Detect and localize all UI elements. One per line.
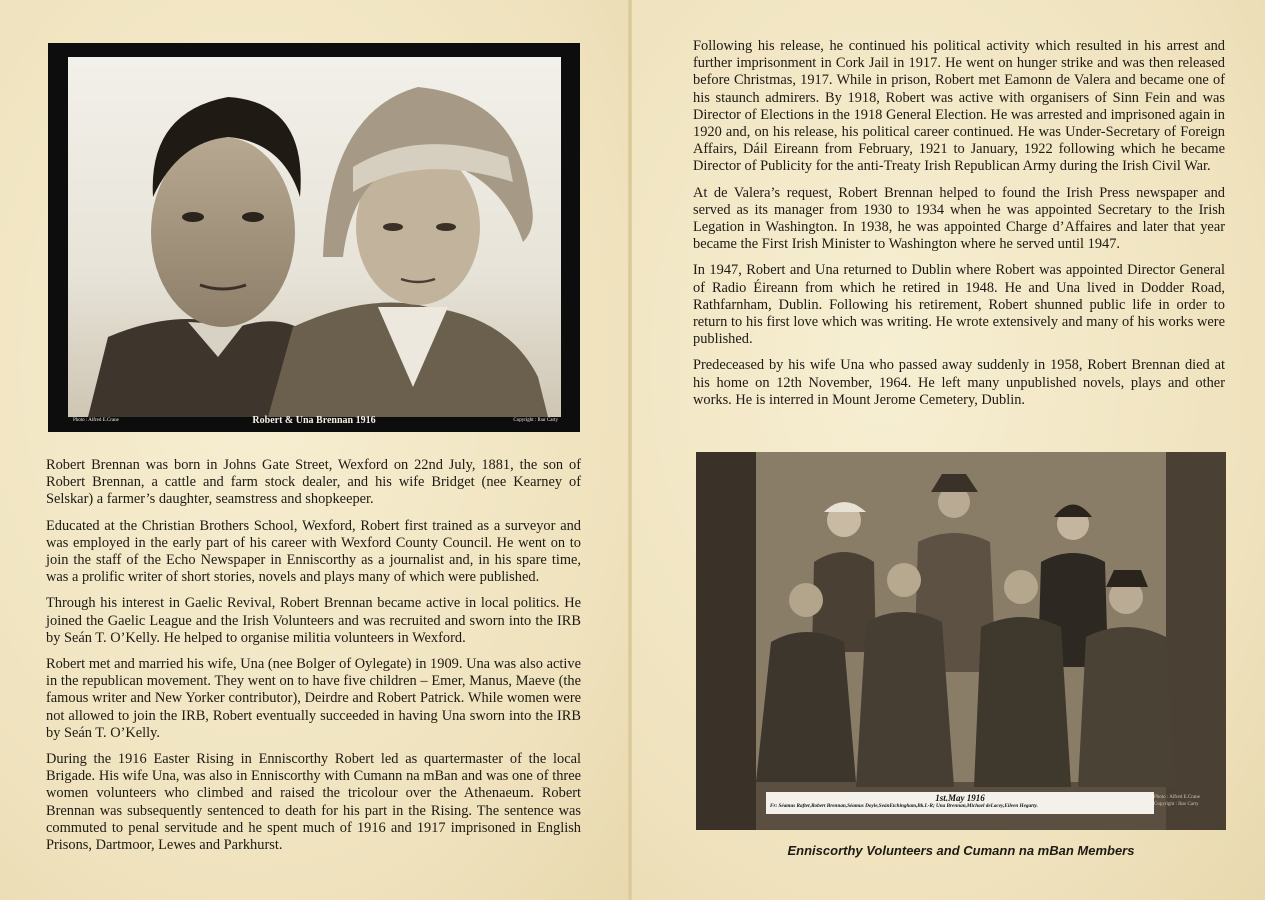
portrait-photo <box>68 57 561 417</box>
group-photo <box>696 452 1226 830</box>
group-photo-credits <box>1154 794 1220 808</box>
group-caption-box <box>766 792 1154 814</box>
portrait-illustration <box>68 57 561 417</box>
group-photo-names: Fr: Séamus Rafter,Robert Brennan,Séamus Doyle,SeánEtchingham,Bk.L-R; Una Brennan,Michael deLacey,Eileen Hegarty. <box>770 803 1038 809</box>
group-illustration <box>696 452 1226 830</box>
portrait-caption-bar <box>48 415 580 429</box>
portrait-photo-credit: Photo : Alfred E.Crane <box>73 418 119 423</box>
paragraph: At de Valera’s request, Robert Brennan helped to found the Irish Press newspaper and served as its manager from 1930 to 1934 when he was appointed Secretary to the Irish Legation in Washington. In 1938, he was appointed Charge d’Affaires and later that year became the First Irish Minister to Washington where he served until 1947. <box>693 184 1225 253</box>
una-eye-left <box>383 223 403 231</box>
group-photo-date: 1st.May 1916 <box>935 793 985 803</box>
left-column-text <box>46 457 581 863</box>
robert-eye-right <box>242 212 264 222</box>
page-fold <box>628 0 632 900</box>
paragraph: Through his interest in Gaelic Revival, Robert Brennan became active in local politics. He joined the Gaelic League and the Irish Volunteers and was recruited and sworn into the IRB by Seán T. O’Kelly. He helped to organise militia volunteers in Wexford. <box>46 595 581 646</box>
portrait-copyright: Copyright : Ibar Carty <box>513 418 558 423</box>
paragraph: Following his release, he continued his political activity which resulted in his arrest and further imprisonment in Cork Jail in 1917. He went on hunger strike and was then released before Christmas, 1917. While in prison, Robert met Eamonn de Valera and became one of his staunch admirers. By 1918, Robert was active with organisers of Sinn Fein and was Director of Elections in the 1918 General Election. He was arrested and imprisoned again in 1920 and, on his release, his political career continued. He was Under-Secretary of Foreign Affairs, Dáil Eireann from February, 1921 to January, 1922 following which he became Director of Publicity for the anti-Treaty Irish Republican Army during the Irish Civil War. <box>693 38 1225 175</box>
right-column-text <box>693 38 1225 418</box>
group-photo-credit: Photo : Alfred E.Crane <box>1154 795 1200 800</box>
paragraph: Educated at the Christian Brothers School, Wexford, Robert first trained as a surveyor and was employed in the early part of his career with Wexford County Council. He went on to join the staff of the Echo Newspaper in Enniscorthy as a journalist and, in his spare time, was a prolific writer of short stories, novels and plays many of which were published. <box>46 517 581 586</box>
paragraph: Robert Brennan was born in Johns Gate Street, Wexford on 22nd July, 1881, the son of Robert Brennan, a cattle and farm stock dealer, and his wife Bridget (nee Kearney of Selskar) a farmer’s daughter, seamstress and shopkeeper. <box>46 457 581 508</box>
group-photo-copyright: Copyright : Ibar Carty <box>1154 802 1199 807</box>
una-eye-right <box>436 223 456 231</box>
paragraph: In 1947, Robert and Una returned to Dublin where Robert was appointed Director General of Radio Éireann from which he retired in 1948. He and Una lived in Dodder Road, Rathfarnham, Dublin. Following his retirement, Robert shunned public life in order to return to his first love which was writing. He wrote extensively and many of his works were published. <box>693 262 1225 348</box>
portrait-caption: Robert & Una Brennan 1916 <box>252 415 376 426</box>
paragraph: During the 1916 Easter Rising in Enniscorthy Robert led as quartermaster of the local Brigade. His wife Una, was also in Enniscorthy with Cumann na mBan and was one of three women volunteers who climbed and raised the tricolour over the Athenaeum. Robert Brennan was subsequently sentenced to death for his part in the Rising. The sentence was commuted to penal servitude and he spent much of 1916 and 1917 imprisoned in English Prisons, Dartmoor, Lewes and Parkhurst. <box>46 751 581 854</box>
paragraph: Predeceased by his wife Una who passed away suddenly in 1958, Robert Brennan died at his home on 12th November, 1964. He left many unpublished novels, plays and other works. He is interred in Mount Jerome Cemetery, Dublin. <box>693 357 1225 408</box>
group-photo-title: Enniscorthy Volunteers and Cumann na mBan Members <box>787 843 1135 858</box>
paragraph: Robert met and married his wife, Una (nee Bolger of Oylegate) in 1909. Una was also active in the republican movement. They went on to have five children – Emer, Manus, Maeve (the famous writer and New Yorker contributor), Deirdre and Robert Patrick. While women were not allowed to join the IRB, Robert eventually succeeded in having Una sworn into the IRB by Seán T. O’Kelly. <box>46 656 581 741</box>
portrait-photo-frame <box>48 43 580 432</box>
robert-eye-left <box>182 212 204 222</box>
